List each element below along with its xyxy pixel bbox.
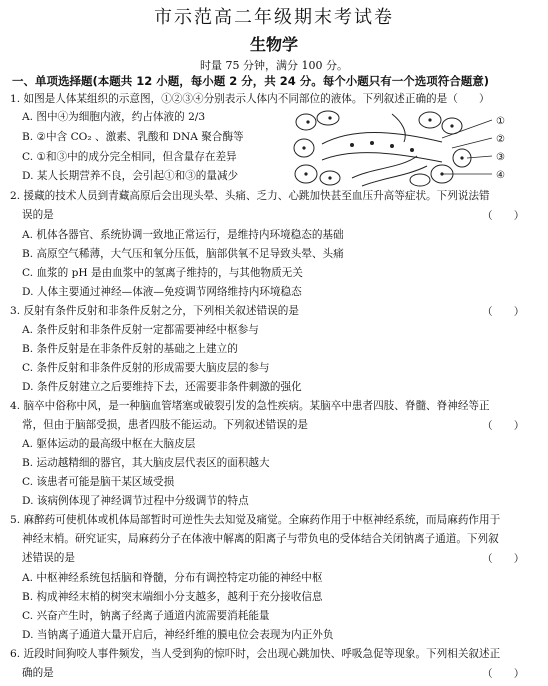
page-title: 市示范高二年级期末考试卷 [154, 7, 394, 28]
figure-label-4: ④ [496, 170, 505, 181]
figure-label-3: ③ [496, 152, 505, 163]
question-6-stem-cont: 确的是 [22, 667, 54, 679]
question-6-answer-blank: （ ） [482, 668, 525, 680]
question-5-option-b: B. 构成神经末梢的树突末端细小分支越多，越利于充分接收信息 [22, 591, 323, 603]
question-1-option-c: C. ①和③中的成分完全相同，但含量存在差异 [22, 151, 237, 163]
section-heading: 一、单项选择题(本题共 12 小题，每小题 2 分，共 24 分。每个小题只有一个选项符合题意) [12, 74, 490, 88]
question-4-option-c: C. 该患者可能是脑干某区域受损 [22, 476, 175, 488]
question-2-option-c: C. 血浆的 pH 是由血浆中的氢离子维持的，与其他物质无关 [22, 267, 303, 279]
question-3-answer-blank: （ ） [482, 306, 525, 318]
question-4-option-d: D. 该病例体现了神经调节过程中分级调节的特点 [22, 495, 249, 507]
question-1-option-b: B. ②中含 CO₂ 、激素、乳酸和 DNA 聚合酶等 [22, 131, 244, 143]
figure-label-2: ② [496, 134, 505, 145]
question-4-answer-blank: （ ） [482, 420, 525, 432]
question-2-option-d: D. 人体主要通过神经—体液—免疫调节网络维持内环境稳态 [22, 286, 302, 298]
question-4-stem: 4. 脑卒中俗称中风，是一种脑血管堵塞或破裂引发的急性疾病。某脑卒中患者四肢、脊髓、脊神经等正 [10, 400, 490, 412]
question-5-option-c: C. 兴奋产生时，钠离子经离子通道内流需要消耗能量 [22, 610, 270, 622]
question-2-stem: 2. 援藏的技术人员到青藏高原后会出现头晕、头痛、乏力、心跳加快甚至血压升高等症状。下列说法错 [10, 190, 490, 202]
question-1-option-d: D. 某人长期营养不良，会引起①和③的量减少 [22, 170, 239, 182]
question-5-answer-blank: （ ） [482, 553, 525, 565]
question-3-option-b: B. 条件反射是在非条件反射的基础之上建立的 [22, 343, 238, 355]
question-2-option-a: A. 机体各器官、系统协调一致地正常运行，是维持内环境稳态的基础 [22, 229, 344, 241]
question-3-option-a: A. 条件反射和非条件反射一定都需要神经中枢参与 [22, 324, 259, 336]
question-2-option-b: B. 高原空气稀薄，大气压和氧分压低，脑部供氧不足导致头晕、头痛 [22, 248, 344, 260]
question-4-stem-cont: 常，但由于脑部受损，患者四肢不能运动。下列叙述错误的是 [22, 419, 309, 431]
question-1-stem: 1. 如图是人体某组织的示意图，①②③④分别表示人体内不同部位的液体。下列叙述正确的是（ ） [10, 93, 490, 105]
question-3-option-d: D. 条件反射建立之后要维持下去，还需要非条件刺激的强化 [22, 381, 302, 393]
question-1-option-a: A. 图中④为细胞内液，约占体液的 2/3 [22, 111, 206, 123]
question-4-option-a: A. 躯体运动的最高级中枢在大脑皮层 [22, 438, 196, 450]
time-info: 时量 75 分钟，满分 100 分。 [200, 59, 348, 72]
question-4-option-b: B. 运动越精细的器官，其大脑皮层代表区的面积越大 [22, 457, 270, 469]
subject-title: 生物学 [249, 35, 298, 54]
question-5-stem-cont-2: 述错误的是 [22, 552, 75, 564]
question-3-option-c: C. 条件反射和非条件反射的形成需要大脑皮层的参与 [22, 362, 270, 374]
question-3-stem: 3. 反射有条件反射和非条件反射之分，下列相关叙述错误的是 [10, 305, 299, 317]
question-5-option-a: A. 中枢神经系统包括脑和脊髓，分布有调控特定功能的神经中枢 [22, 572, 323, 584]
question-2-stem-cont: 误的是 [22, 209, 54, 221]
question-5-option-d: D. 当钠离子通道大量开启后，神经纤维的膜电位会表现为内正外负 [22, 629, 334, 641]
question-5-stem-cont: 神经末梢。研究证实，局麻药分子在体液中解离的阳离子与带负电的受体结合关闭钠离子通道。下列叙 [22, 533, 499, 545]
tissue-diagram [292, 108, 520, 188]
question-5-stem: 5. 麻醉药可使机体或机体局部暂时可逆性失去知觉及痛觉。全麻药作用于中枢神经系统，而局麻药作用于 [10, 514, 501, 526]
figure-label-1: ① [496, 116, 505, 127]
question-2-answer-blank: （ ） [482, 210, 525, 222]
question-6-stem: 6. 近段时间狗咬人事件频发，当人受到狗的惊吓时，会出现心跳加快、呼吸急促等现象。下列相关叙述正 [10, 648, 501, 660]
